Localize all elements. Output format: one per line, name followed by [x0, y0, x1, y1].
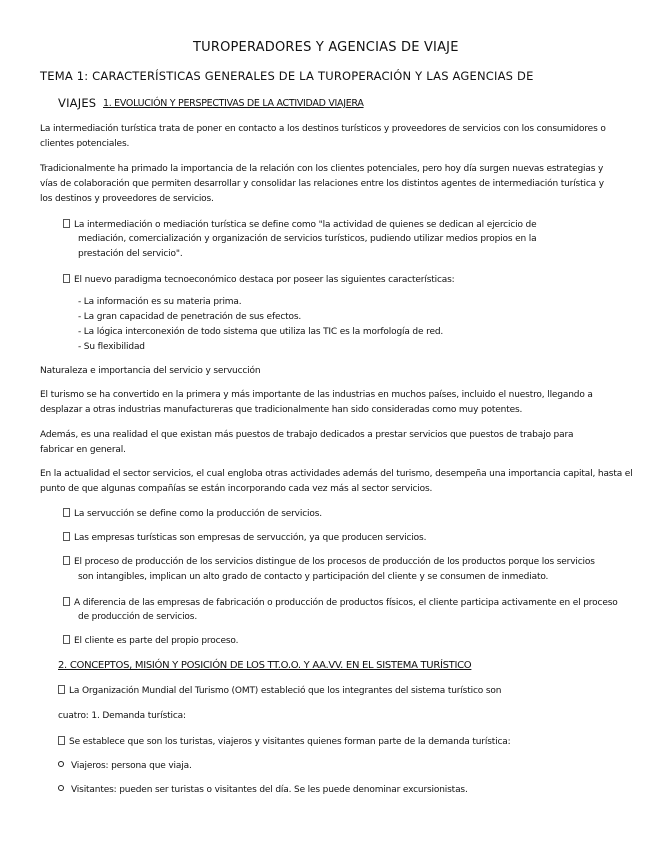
- bullet-item: [63, 219, 537, 231]
- circle-bullet-icon: [58, 785, 64, 791]
- bullet-text: Se establece que son los turistas, viajeros y visitantes quienes forman parte de la demanda turística:: [69, 737, 511, 747]
- bullet-item: [63, 556, 595, 568]
- bullet-item: [63, 635, 238, 647]
- bullet-item: [63, 532, 426, 544]
- list-item-text: Visitantes: pueden ser turistas o visitantes del día. Se les puede denominar excursionistas.: [71, 785, 468, 795]
- paragraph-line: Tradicionalmente ha primado la importancia de la relación con los clientes potenciales, pero hoy día surgen nuevas estrategias y: [40, 164, 604, 174]
- tema-heading-line2: VIAJES: [58, 96, 97, 110]
- paragraph-line: mediación, comercialización y organización de servicios turísticos, pudiendo utilizar medios propios en la: [78, 234, 537, 244]
- bullet-text: El proceso de producción de los servicios distingue de los procesos de producción de los productos porque los servicios: [74, 557, 595, 567]
- document-title: TUROPERADORES Y AGENCIAS DE VIAJE: [193, 40, 459, 55]
- circle-bullet-icon: [58, 761, 64, 767]
- bullet-item: [63, 597, 618, 609]
- list-item: - Su flexibilidad: [78, 342, 145, 352]
- bullet-text: La intermediación o mediación turística se define como "la actividad de quienes se dedican al ejercicio de: [74, 220, 537, 230]
- bullet-text: La Organización Mundial del Turismo (OMT) estableció que los integrantes del sistema turístico son: [69, 686, 502, 696]
- tema-heading-line1: TEMA 1: CARACTERÍSTICAS GENERALES DE LA TUROPERACIÓN Y LAS AGENCIAS DE: [40, 69, 534, 83]
- list-item: - La gran capacidad de penetración de sus efectos.: [78, 312, 302, 322]
- paragraph-line: En la actualidad el sector servicios, el cual engloba otras actividades además del turismo, desempeña una importancia capital, hasta el: [40, 469, 633, 479]
- bullet-item: [63, 508, 322, 520]
- bullet-item: [58, 685, 501, 697]
- bullet-box-icon: [63, 219, 70, 228]
- section-1-heading: 1. EVOLUCIÓN Y PERSPECTIVAS DE LA ACTIVIDAD VIAJERA: [103, 98, 364, 109]
- paragraph-line: son intangibles, implican un alto grado de contacto y participación del cliente y se consumen de inmediato.: [78, 572, 549, 582]
- bullet-item: [58, 736, 511, 748]
- bullet-box-icon: [63, 508, 70, 517]
- paragraph-line: prestación del servicio".: [78, 249, 183, 259]
- paragraph-line: clientes potenciales.: [40, 139, 130, 149]
- paragraph-line: vías de colaboración que permiten desarrollar y consolidar las relaciones entre los distintos agentes de intermediación turística y: [40, 179, 604, 189]
- subheading: Naturaleza e importancia del servicio y servucción: [40, 366, 261, 376]
- paragraph-line: La intermediación turística trata de poner en contacto a los destinos turísticos y proveedores de servicios con los consumidores o: [40, 124, 606, 134]
- list-item: - La información es su materia prima.: [78, 297, 242, 307]
- bullet-text: El nuevo paradigma tecnoeconómico destaca por poseer las siguientes características:: [74, 275, 455, 285]
- bullet-item: [63, 274, 455, 286]
- paragraph-line: de producción de servicios.: [78, 612, 198, 622]
- paragraph-line: Además, es una realidad el que existan más puestos de trabajo dedicados a prestar servicios que puestos de trabajo para: [40, 430, 574, 440]
- list-item-text: Viajeros: persona que viaja.: [71, 761, 192, 771]
- list-item: [58, 785, 468, 796]
- paragraph-line: desplazar a otras industrias manufactureras que tradicionalmente han sido consideradas como muy potentes.: [40, 405, 523, 415]
- bullet-box-icon: [58, 685, 65, 694]
- bullet-text: El cliente es parte del propio proceso.: [74, 636, 239, 646]
- paragraph-line: El turismo se ha convertido en la primera y más importante de las industrias en muchos países, incluido el nuestro, llegando a: [40, 390, 593, 400]
- bullet-text: La servucción se define como la producción de servicios.: [74, 509, 322, 519]
- bullet-text: A diferencia de las empresas de fabricación o producción de productos físicos, el cliente participa activamente en el proceso: [74, 598, 618, 608]
- bullet-box-icon: [63, 635, 70, 644]
- list-item: [58, 761, 192, 772]
- bullet-box-icon: [63, 556, 70, 565]
- paragraph-line: fabricar en general.: [40, 445, 126, 455]
- bullet-box-icon: [63, 597, 70, 606]
- bullet-box-icon: [63, 532, 70, 541]
- bullet-box-icon: [58, 736, 65, 745]
- list-item: - La lógica interconexión de todo sistema que utiliza las TIC es la morfología de red.: [78, 327, 444, 337]
- section-2-heading: 2. CONCEPTOS, MISIÓN Y POSICIÓN DE LOS TT.O.O. Y AA.VV. EN EL SISTEMA TURÍSTICO: [58, 660, 472, 671]
- bullet-text: Las empresas turísticas son empresas de servucción, ya que producen servicios.: [74, 533, 427, 543]
- bullet-box-icon: [63, 274, 70, 283]
- paragraph-line: cuatro: 1. Demanda turística:: [58, 711, 186, 721]
- paragraph-line: punto de que algunas compañías se están incorporando cada vez más al sector servicios.: [40, 484, 433, 494]
- paragraph-line: los destinos y proveedores de servicios.: [40, 194, 214, 204]
